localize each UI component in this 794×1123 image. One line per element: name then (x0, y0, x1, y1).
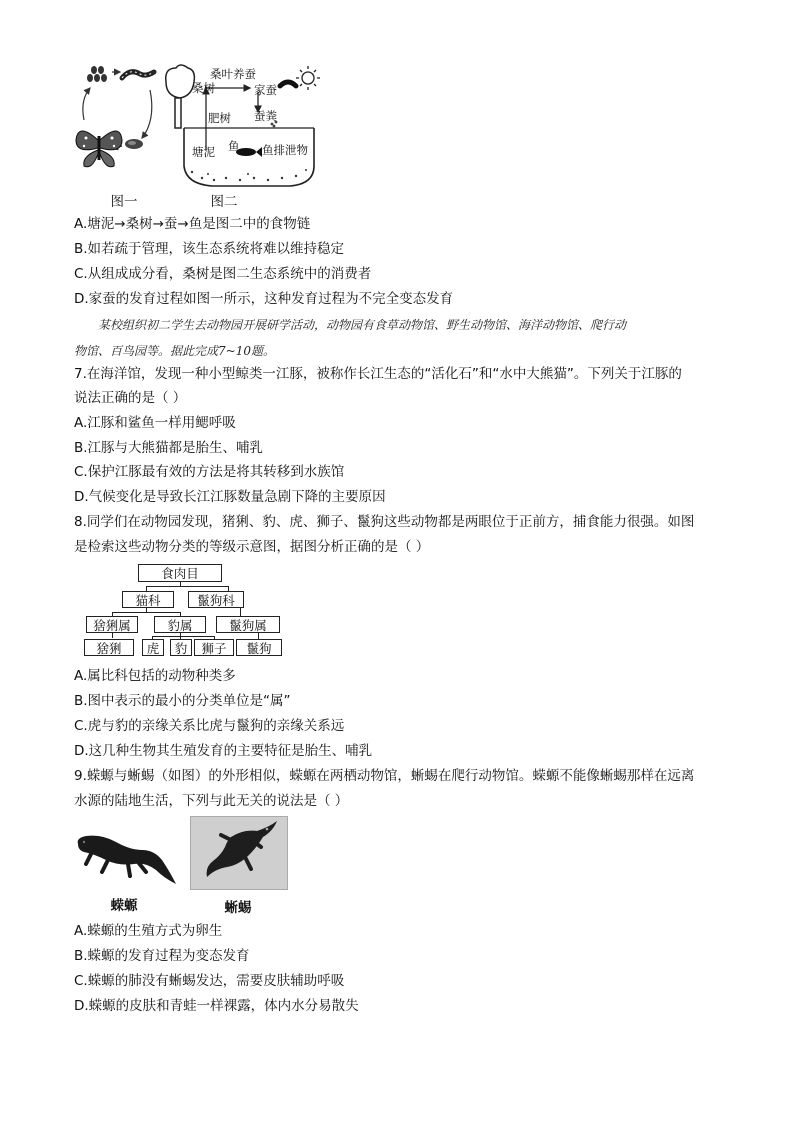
q8-stem-line-1: 8.同学们在动物园发现，猪猁、豹、虎、狮子、鬣狗这些动物都是两眼位于正前方，捕食能力很强。如图 (74, 514, 695, 530)
q7-option-a: A.江豚和鲨鱼一样用鳃呼吸 (74, 415, 236, 431)
pupa-icon (125, 139, 143, 149)
tree-node-order: 食肉目 (138, 564, 222, 582)
label-fertilize: 肥树 (208, 111, 231, 125)
tree-node-species-5: 鬣狗 (236, 639, 282, 656)
moth-icon (76, 131, 122, 167)
q8-option-c: C.虎与豹的亲缘关系比虎与鬣狗的亲缘关系远 (74, 718, 345, 734)
mulberry-tree-icon (166, 65, 195, 128)
label-pond-mud: 塘泥 (192, 145, 215, 159)
q7-option-d: D.气候变化是导致长江江豚数量急剧下降的主要原因 (74, 489, 386, 505)
q7-stem-line-1: 7.在海洋馆，发现一种小型鲸类一江豚，被称作长江生态的“活化石”和“水中大熊猫”。下列关于江豚的 (74, 366, 682, 382)
q9-stem-line-2: 水源的陆地生活，下列与此无关的说法是（ ） (74, 793, 349, 809)
q6-option-b: B.如若疏于管理，该生态系统将难以维持稳定 (74, 241, 345, 257)
q9-option-d: D.蝾螈的皮肤和青蛙一样裸露，体内水分易散失 (74, 998, 359, 1014)
figure-2-caption: 图二 (210, 194, 238, 210)
newt-image (72, 820, 180, 890)
q8-option-a: A.属比科包括的动物种类多 (74, 668, 236, 684)
label-fish: 鱼 (228, 139, 240, 153)
q6-option-a: A.塘泥→桑树→蚕→鱼是图二中的食物链 (74, 216, 311, 232)
q9-option-b: B.蝾螈的发育过程为变态发育 (74, 948, 250, 964)
tree-node-species-1: 猞猁 (84, 639, 134, 656)
tree-node-genus-1: 猞猁属 (86, 616, 138, 633)
tree-node-genus-2: 豹属 (154, 616, 206, 633)
tree-node-family-1: 猫科 (122, 591, 174, 608)
newt-caption: 蝾螈 (110, 898, 138, 914)
label-mulberry-leaf-silkworm: 桑叶养蚕 (210, 67, 256, 81)
q8-option-d: D.这几种生物其生殖发育的主要特征是胎生、哺乳 (74, 743, 373, 759)
q9-option-c: C.蝾螈的肺没有蜥蜴发达，需要皮肤辅助呼吸 (74, 973, 345, 989)
label-mulberry: 桑树 (192, 81, 215, 95)
tree-node-family-2: 鬣狗科 (188, 591, 244, 608)
intro-line-1: 某校组织初二学生去动物园开展研学活动，动物园有食草动物馆、野生动物馆、海洋动物馆、爬行动 (98, 318, 627, 332)
q7-stem-line-2: 说法正确的是（ ） (74, 390, 187, 406)
q8-option-b: B.图中表示的最小的分类单位是“属” (74, 693, 291, 709)
label-silkworm: 家蚕 (254, 83, 277, 97)
silkworm-icon (280, 82, 296, 86)
tree-node-species-2: 虎 (142, 639, 164, 656)
q8-stem-line-2: 是检索这些动物分类的等级示意图，据图分析正确的是（ ） (74, 539, 430, 555)
sun-icon (296, 66, 320, 90)
figure-1-silkworm-life-cycle (70, 60, 160, 190)
tree-node-species-4: 狮子 (194, 639, 234, 656)
pond-mud-dots (191, 169, 307, 181)
section-intro (74, 312, 724, 364)
figure-2-pond-ecosystem (162, 62, 322, 192)
classification-tree (80, 562, 290, 662)
figure-1-caption: 图一 (110, 194, 138, 210)
lizard-image (190, 816, 288, 890)
q6-option-c: C.从组成成分看，桑树是图二生态系统中的消费者 (74, 266, 372, 282)
silkworm-cycle-drawing (70, 60, 160, 190)
label-fish-excrement: 鱼排泄物 (262, 143, 308, 157)
q7-option-b: B.江豚与大熊猫都是胎生、哺乳 (74, 440, 264, 456)
q9-stem-line-1: 9.蝾螈与蜥蜴（如图）的外形相似，蝾螈在两栖动物馆，蜥蜴在爬行动物馆。蝾螈不能像蜥蜴那样在远离 (74, 768, 695, 784)
q7-option-c: C.保护江豚最有效的方法是将其转移到水族馆 (74, 464, 345, 480)
label-silkworm-dung: 蚕粪 (254, 109, 277, 123)
fish-icon (236, 147, 262, 157)
q9-option-a: A.蝾螈的生殖方式为卵生 (74, 923, 223, 939)
larva-icon (122, 72, 154, 78)
intro-line-2: 物馆、百鸟园等。据此完成7~10题。 (74, 344, 275, 358)
tree-node-species-3: 豹 (170, 639, 192, 656)
tree-node-genus-3: 鬣狗属 (216, 616, 280, 633)
eggs-icon (87, 66, 107, 82)
q6-option-d: D.家蚕的发育过程如图一所示，这种发育过程为不完全变态发育 (74, 291, 454, 307)
lizard-caption: 蜥蜴 (224, 900, 252, 916)
